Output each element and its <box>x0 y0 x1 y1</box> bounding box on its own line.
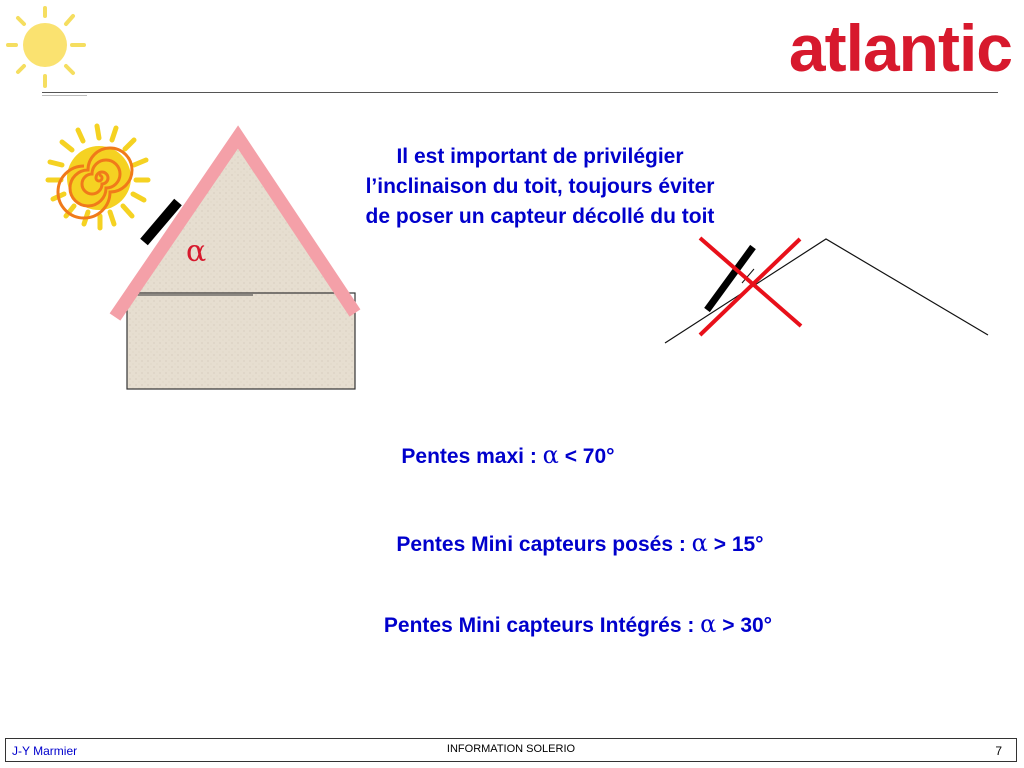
rule-max-label: Pentes maxi : <box>401 445 543 468</box>
rule-max-slope <box>158 440 858 472</box>
rule-max-symbol: α <box>542 441 559 469</box>
footer-author: J-Y Marmier <box>12 744 78 758</box>
header-sun-icon <box>0 0 95 95</box>
rule-max-value: < 70° <box>558 445 615 468</box>
rule-mounted-symbol: α <box>691 529 708 557</box>
rule-integrated-label: Pentes Mini capteurs Intégrés : <box>383 614 701 637</box>
rule-mounted-label: Pentes Mini capteurs posés : <box>396 533 692 556</box>
roof-outline <box>665 239 988 343</box>
rule-integrated-symbol: α <box>700 610 717 638</box>
rule-min-slope-integrated <box>228 609 928 641</box>
intro-line-1: Il est important de privilégier <box>396 145 684 168</box>
angle-symbol: α <box>186 234 207 269</box>
detached-collector-diagram <box>660 225 995 350</box>
intro-text <box>300 142 780 232</box>
intro-line-2: l’inclinaison du toit, toujours éviter <box>365 175 715 198</box>
header-divider-accent <box>42 95 87 96</box>
header-divider <box>42 92 998 93</box>
rule-integrated-value: > 30° <box>716 614 773 637</box>
brand-logo: atlantic <box>788 11 1012 85</box>
footer-bar <box>5 738 1017 762</box>
rule-min-slope-mounted <box>230 528 930 560</box>
rule-mounted-value: > 15° <box>707 533 764 556</box>
footer-title: INFORMATION SOLERIO <box>446 743 576 755</box>
page-number: 7 <box>995 744 1002 758</box>
intro-line-3: de poser un capteur décollé du toit <box>365 205 715 228</box>
